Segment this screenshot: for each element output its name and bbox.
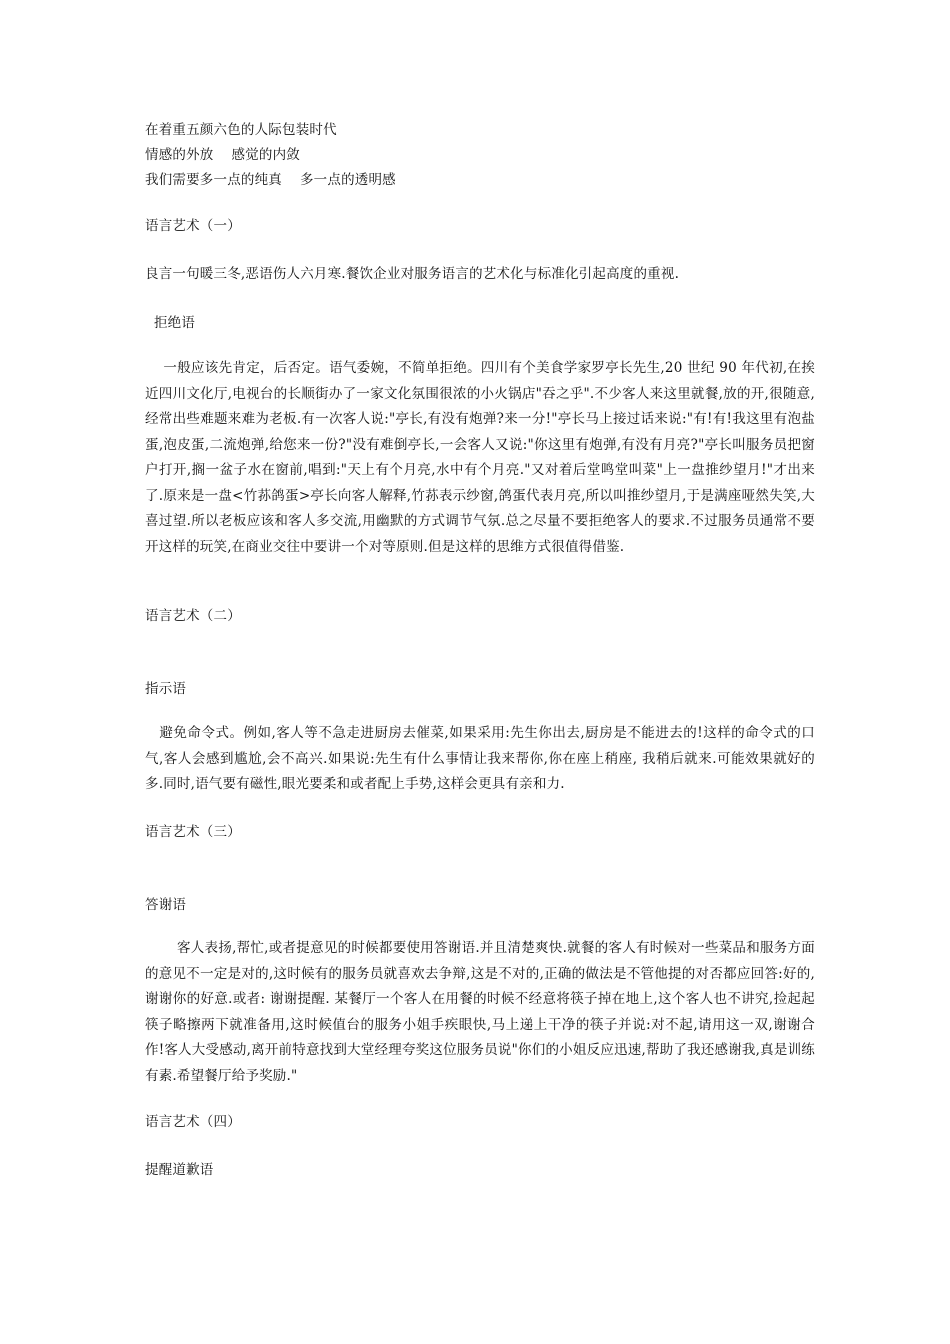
refusal-heading: 拒绝语 <box>145 315 196 331</box>
art4-heading: 语言艺术（四） <box>145 1114 241 1130</box>
instruction-heading: 指示语 <box>145 681 187 697</box>
thanks-heading: 答谢语 <box>145 897 187 913</box>
instruction-body: 避免命令式。例如,客人等不急走进厨房去催菜,如果采用:先生你出去,厨房是不能进去的!这样的命令式的口气,客人会感到尴尬,会不高兴.如果说:先生有什么事情让我来帮你,你在座上稍座, 我稍后就来.可能效果就好的多.同时,语气要有磁性,眼光要柔和或者配上手势,这样会更具有亲和力. <box>145 725 815 792</box>
art2-heading: 语言艺术（二） <box>145 608 241 624</box>
apology-heading: 提醒道歉语 <box>145 1162 214 1178</box>
art1-lead: 良言一句暖三冬,恶语伤人六月寒.餐饮企业对服务语言的艺术化与标准化引起高度的重视. <box>145 266 680 282</box>
art1-heading: 语言艺术（一） <box>145 218 241 234</box>
refusal-body: 一般应该先肯定，后否定。语气委婉，不简单拒绝。四川有个美食学家罗亭长先生,20 世纪 90 年代初,在挨近四川文化厅,电视台的长顺街办了一家文化氛围很浓的小火锅店"吞之乎".不少客人来这里就餐,放的开,很随意,经常出些难题来难为老板.有一次客人说:"亭长,有没有炮弹?来一分!"亭长马上接过话来说:"有!有!我这里有泡盐蛋,泡皮蛋,二流炮弹,给您来一份?"没有难倒亭长,一会客人又说:"你这里有炮弹,有没有月亮?"亭长叫服务员把窗户打开,搁一盆子水在窗前,唱到:"天上有个月亮,水中有个月亮."又对着后堂鸣堂叫菜"上一盘推纱望月!"才出来了.原来是一盘<竹荪鸽蛋>亭长向客人解释,竹荪表示纱窗,鸽蛋代表月亮,所以叫推纱望月,于是满座哑然失笑,大喜过望.所以老板应该和客人多交流,用幽默的方式调节气氛.总之尽量不要拒绝客人的要求.不过服务员通常不要开这样的玩笑,在商业交往中要讲一个对等原则.但是这样的思维方式很值得借鉴. <box>145 360 815 555</box>
thanks-body: 客人表扬,帮忙,或者提意见的时候都要使用答谢语.并且清楚爽快.就餐的客人有时候对一些菜品和服务方面的意见不一定是对的,这时候有的服务员就喜欢去争辩,这是不对的,正确的做法是不管他提的对否都应回答:好的,谢谢你的好意.或者: 谢谢提醒. 某餐厅一个客人在用餐的时候不经意将筷子掉在地上,这个客人也不讲究,捡起起筷子略擦两下就准备用,这时候值台的服务小姐手疾眼快,马上递上干净的筷子并说:对不起,请用这一双,谢谢合作!客人大受感动,离开前特意找到大堂经理夸奖这位服务员说"你们的小姐反应迅速,帮助了我还感谢我,真是训练有素.希望餐厅给予奖励." <box>145 940 815 1084</box>
intro-line-1: 在着重五颜六色的人际包装时代 <box>145 122 337 138</box>
intro-line-2: 情感的外放 感觉的内敛 <box>145 147 300 163</box>
art3-heading: 语言艺术（三） <box>145 824 241 840</box>
intro-line-3: 我们需要多一点的纯真 多一点的透明感 <box>145 172 396 188</box>
